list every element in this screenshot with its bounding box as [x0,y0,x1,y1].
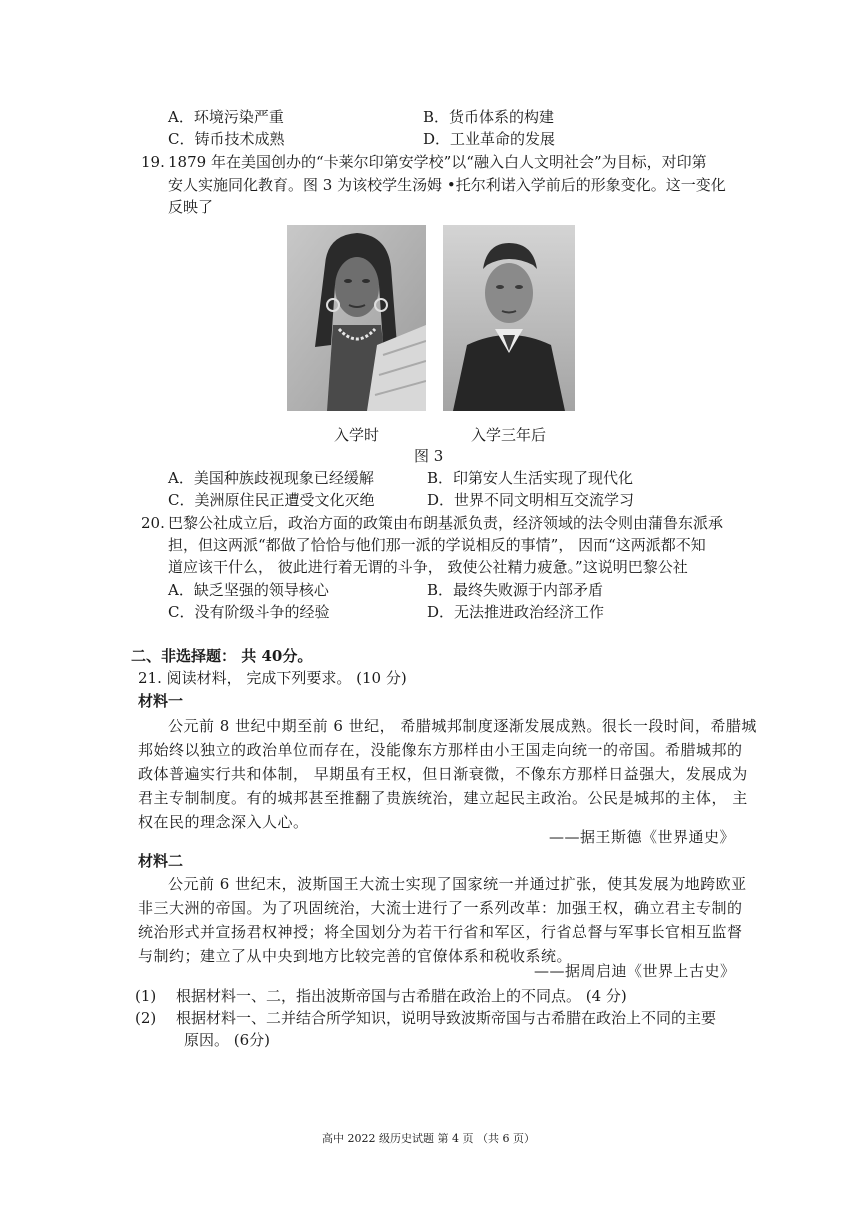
q20-number: 20. [141,514,165,532]
q19-option-d: D．世界不同文明相互交流学习 [427,491,635,509]
material-two-line1: 公元前 6 世纪末，波斯国王大流士实现了国家统一并通过扩张，使其发展为地跨欧亚 [168,875,747,893]
q19-stem-line3: 反映了 [168,198,214,216]
material-one-line4: 君主专制制度。有的城邦甚至推翻了贵族统治，建立起民主政治。公民是城邦的主体， 主 [138,789,748,807]
q20-option-d: D．无法推进政治经济工作 [427,603,605,621]
material-one-line2: 邦始终以独立的政治单位而存在，没能像东方那样由小王国走向统一的帝国。希腊城邦的 [138,741,743,759]
q19-option-a: A．美国种族歧视现象已经缓解 [168,469,374,487]
q20-stem-line3: 道应该干什么， 彼此进行着无谓的斗争， 致使公社精力疲惫。”这说明巴黎公社 [168,558,688,576]
q19-stem-line1: 1879 年在美国创办的“卡莱尔印第安学校”以“融入白人文明社会”为目标，对印第 [168,153,707,171]
q18-option-d: D．工业革命的发展 [423,130,556,148]
material-one-line3: 政体普遍实行共和体制， 早期虽有王权，但日渐衰微，不像东方那样日益强大，发展成为 [138,765,748,783]
caption-three-years-after: 入学三年后 [471,426,547,444]
material-two-title: 材料二 [138,852,184,870]
material-two-line2: 非三大洲的帝国。为了巩固统治，大流士进行了一系列改革：加强王权，确立君主专制的 [138,899,743,917]
sub-question-2-line1: 根据材料一、二并结合所学知识，说明导致波斯帝国与古希腊在政治上不同的主要 [176,1009,717,1027]
material-two-line4: 与制约；建立了从中央到地方比较完善的官僚体系和税收系统。 [138,947,573,965]
q19-option-b: B．印第安人生活实现了现代化 [427,469,634,487]
q20-stem-line2: 担，但这两派“都做了恰恰与他们那一派的学说相反的事情”， 因而“这两派都不知 [168,536,706,554]
q19-number: 19. [141,153,165,171]
material-two-source: ——据周启迪《世界上古史》 [534,962,736,980]
sub-question-2-number: (2) [135,1009,157,1027]
q19-option-c: C．美洲原住民正遭受文化灭绝 [168,491,375,509]
figure-label: 图 3 [414,447,444,465]
material-two-line3: 统治形式并宣扬君权神授；将全国划分为若干行省和军区，行省总督与军事长官相互监督 [138,923,743,941]
section-heading: 二、非选择题： 共 40分。 [131,647,313,665]
sub-question-2-line2: 原因。 (6分) [184,1031,271,1049]
caption-before-entry: 入学时 [334,426,380,444]
q20-option-a: A．缺乏坚强的领导核心 [168,581,329,599]
material-one-source: ——据王斯德《世界通史》 [549,828,736,846]
q18-option-b: B．货币体系的构建 [423,108,555,126]
sub-question-1-text: 根据材料一、二，指出波斯帝国与古希腊在政治上的不同点。 (4 分) [176,987,627,1005]
q21-stem: 21. 阅读材料， 完成下列要求。 (10 分) [138,669,407,687]
photo-before-entry [287,225,426,411]
q20-option-c: C．没有阶级斗争的经验 [168,603,330,621]
q18-option-c: C．铸币技术成熟 [168,130,285,148]
material-one-title: 材料一 [138,692,184,710]
q19-stem-line2: 安人实施同化教育。图 3 为该校学生汤姆 •托尔利诺入学前后的形象变化。这一变化 [168,176,726,194]
material-one-line5: 权在民的理念深入人心。 [138,813,309,831]
q20-option-b: B．最终失败源于内部矛盾 [427,581,604,599]
sub-question-1-number: (1) [135,987,157,1005]
q18-option-a: A．环境污染严重 [168,108,284,126]
page-footer: 高中 2022 级历史试题 第 4 页 （共 6 页） [322,1132,535,1145]
photo-three-years-after [443,225,575,411]
material-one-line1: 公元前 8 世纪中期至前 6 世纪， 希腊城邦制度逐渐发展成熟。很长一段时间，希腊城 [168,717,757,735]
q20-stem-line1: 巴黎公社成立后，政治方面的政策由布朗基派负责，经济领域的法令则由蒲鲁东派承 [168,514,724,532]
